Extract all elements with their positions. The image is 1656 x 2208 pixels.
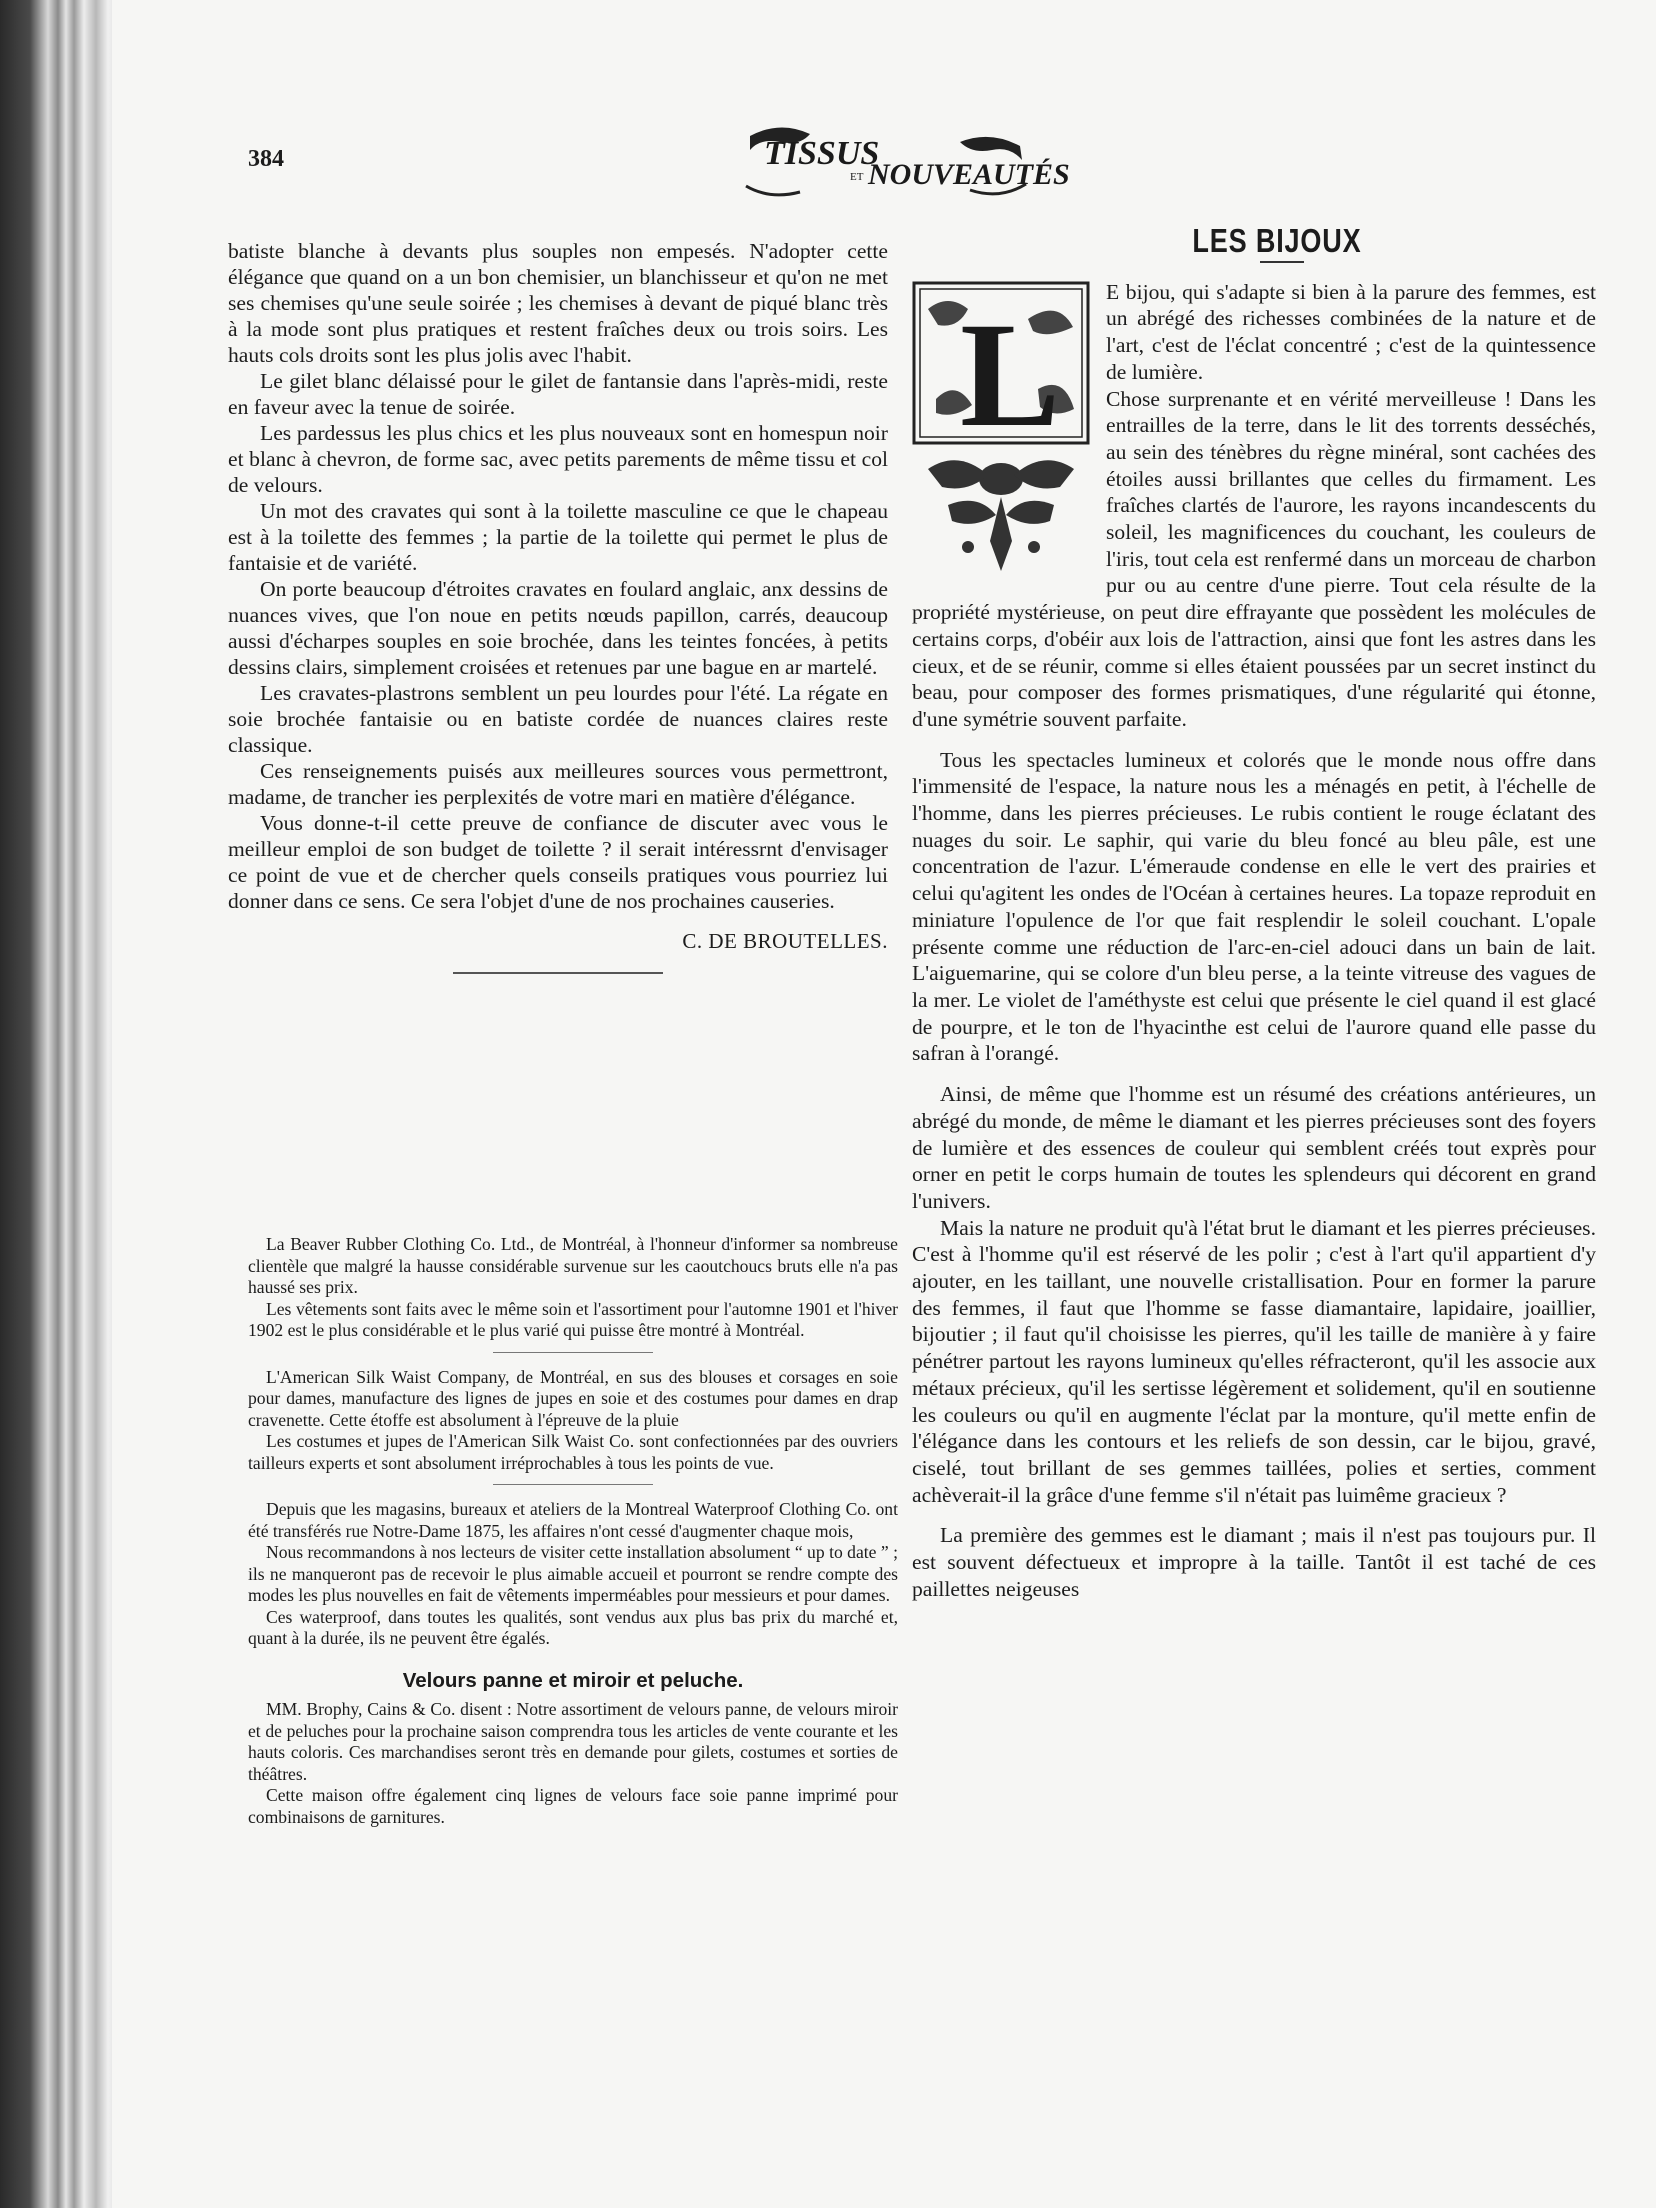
notice-paragraph: Nous recommandons à nos lecteurs de visiter cette installation absolument “ up to date ” ; ils ne manqueront pas de recevoir le plus aimable accueil et pourront se rendre compte des modes les plus nouvelles en fait de vêtements imperméables pour messieurs et pour dames. xyxy=(248,1542,898,1605)
notice-paragraph: Cette maison offre également cinq lignes de velours face soie panne imprimé pour combinaisons de garnitures. xyxy=(248,1785,898,1827)
svg-text:NOUVEAUTÉS: NOUVEAUTÉS xyxy=(868,158,1070,191)
paragraph: Le gilet blanc délaissé pour le gilet de fantansie dans l'après-midi, reste en faveur avec la tenue de soirée. xyxy=(228,369,888,419)
article-title: LES BIJOUX xyxy=(1192,222,1362,259)
notice-waterproof xyxy=(248,1499,898,1650)
masthead-logo-art xyxy=(740,116,1070,202)
notice-title-velours: Velours panne et miroir et peluche. xyxy=(402,1668,744,1692)
author-signature: C. DE BROUTELLES. xyxy=(682,929,888,953)
notice-paragraph: MM. Brophy, Cains & Co. disent : Notre assortiment de velours panne, de velours miroir et de peluches pour la prochaine saison comprendra tous les articles de vente courante et les hauts coloris. Ces marchandises seront très en demande pour gilets, costumes et sorties de théâtres. xyxy=(248,1699,898,1784)
notice-american-silk xyxy=(248,1367,898,1475)
page-number: 384 xyxy=(248,146,284,172)
paragraph: Ainsi, de même que l'homme est un résumé des créations antérieures, un abrégé du monde, de même le diamant et les pierres précieuses sont des foyers de lumière et des essences de couleur qui semblent créés tout exprès pour orner en petit le corps humain de toutes les splendeurs qui décorent en grand l'univers. xyxy=(912,1082,1596,1213)
paragraph: Un mot des cravates qui sont à la toilette masculine ce que le chapeau est à la toilette des femmes ; la partie de la toilette qui permet le plus de fantaisie et de variété. xyxy=(228,499,888,575)
title-underline xyxy=(1260,261,1304,263)
ornamental-dropcap xyxy=(908,279,1094,579)
paragraph: Les cravates-plastrons semblent un peu lourdes pour l'été. La régate en soie brochée fantaisie ou en batiste cordée de nuances claires reste classique. xyxy=(228,681,888,757)
paragraph-opening: E bijou, qui s'adapte si bien à la parure des femmes, est un abrégé des richesses combinées de la nature et de l'art, c'est de l'éclat concentré ; c'est de la quintessence de lumière. xyxy=(1106,279,1596,384)
notices-section xyxy=(248,1234,898,1836)
notice-paragraph: Ces waterproof, dans toutes les qualités, sont vendus aux plus bas prix du marché et, quant à la durée, ils ne peuvent être égalés. xyxy=(248,1606,898,1648)
paragraph: Les pardessus les plus chics et les plus nouveaux sont en homespun noir et blanc à chevron, de forme sac, avec petits parements de même tissu et col de velours. xyxy=(228,421,888,497)
divider xyxy=(493,1352,653,1353)
svg-text:TISSUS: TISSUS xyxy=(764,135,880,172)
dropcap-ornament-icon xyxy=(908,279,1094,579)
paragraph: Chose surprenante et en vérité merveilleuse ! Dans les entrailles de la terre, dans le lit des torrents desséchés, au sein des ténèbres du règne minéral, sont cachées des étoiles aussi brillantes que celles du firmament. Les fraîches clartés de l'aurore, les rayons incandescents du soleil, les magnificences du couchant, les couleurs de l'iris, tout cela est renfermé dans un morceau de charbon pur ou au centre d'une pierre. Tout cela résulte de la propriété mystérieuse, on peut dire effrayante que possèdent les molécules de certains corps, d'obéir aux lois de l'attraction, ainsi que font les astres dans les cieux, et de se réunir, comme si elles étaient poussées par un secret instinct du beau, pour composer des formes prismatiques, d'une régularité qui étonne, d'une symétrie souvent parfaite. xyxy=(912,386,1596,731)
notice-paragraph: La Beaver Rubber Clothing Co. Ltd., de Montréal, à l'honneur d'informer sa nombreuse clientèle que malgré la hausse considérable survenue sur les caoutchoucs bruts elle n'a pas haussé ses prix. xyxy=(248,1234,898,1297)
divider xyxy=(453,972,663,974)
notice-velours xyxy=(248,1699,898,1828)
paragraph: Ces renseignements puisés aux meilleures sources vous permettront, madame, de trancher ies perplexités de votre mari en matière d'élégance. xyxy=(228,759,888,809)
paragraph: Vous donne-t-il cette preuve de confiance de discuter avec vous le meilleur emploi de son budget de toilette ? il serait intéressrnt d'envisager ce point de vue et de chercher quels conseils pratiques vous pourriez lui donner dans ce sens. Ce sera l'objet d'une de nos prochaines causeries. xyxy=(228,811,888,913)
notice-paragraph: Depuis que les magasins, bureaux et ateliers de la Montreal Waterproof Clothing Co. ont été transférés rue Notre-Dame 1875, les affaires n'ont cessé d'augmenter chaque mois, xyxy=(248,1499,898,1541)
notice-paragraph: Les costumes et jupes de l'American Silk Waist Co. sont confectionnées par des ouvriers tailleurs experts et sont absolument irréprochables à tous les points de vue. xyxy=(248,1431,898,1473)
dropcap-letter: L xyxy=(960,291,1061,458)
paragraph: La première des gemmes est le diamant ; mais il n'est pas toujours pur. Il est souvent défectueux et impropre à la taille. Tantôt il est taché de ces paillettes neigeuses xyxy=(912,1523,1596,1601)
notice-paragraph: L'American Silk Waist Company, de Montréal, en sus des blouses et corsages en soie pour dames, manufacture des lignes de jupes en soie et des costumes pour dames en drap cravenette. Cette étoffe est absolument à l'épreuve de la pluie xyxy=(248,1366,898,1430)
notice-paragraph: Les vêtements sont faits avec le même soin et l'assortiment pour l'automne 1901 et l'hiver 1902 est le plus considérable et le plus varié qui puisse être montré à Montréal. xyxy=(248,1298,898,1340)
paragraph: Tous les spectacles lumineux et colorés que le monde nous offre dans l'immensité de l'espace, la nature nous les a ménagés en petit, à l'échelle de l'homme, dans les pierres précieuses. Le rubis contient le rouge éclatant des nuages du soir. Le saphir, qui varie du bleu foncé au bleu pâle, est une concentration de l'azur. L'émeraude condense en elle le vert des prairies et celui qu'agitent les ondes de l'Océan à certaines heures. La topaze reproduit en miniature l'opulence de l'or que fait resplendir le soleil couchant. L'opale présente comme une réduction de l'arc-en-ciel adouci dans un bain de lait. L'aiguemarine, qui se colore d'un bleu perse, a la teinte vitreuse des vagues de la mer. Le violet de l'améthyste est celui que présente le ciel quand il est glacé de pourpre, et le ton de l'hyacinthe est celui de l'aurore quand elle passe du safran à l'orangé. xyxy=(912,747,1596,1066)
paragraph: batiste blanche à devants plus souples non empesés. N'adopter cette élégance que quand on a un bon chemisier, un blanchisseur et qu'on ne met ses chemises qu'une seule soirée ; les chemises à devant de piqué blanc très à la mode sont plus pratiques et restent fraîches deux ou trois soirs. Les hauts cols droits sont les plus jolis avec l'habit. xyxy=(228,239,888,367)
masthead-logo xyxy=(740,116,1070,202)
svg-text:ET: ET xyxy=(850,171,864,183)
right-column-article xyxy=(912,222,1596,1602)
left-column-article xyxy=(228,238,888,992)
book-page-edges xyxy=(0,0,120,2208)
notice-beaver xyxy=(248,1234,898,1342)
paragraph: Mais la nature ne produit qu'à l'état brut le diamant et les pierres précieuses. C'est à l'homme qu'il est réservé de les polir ; c'est à l'art qu'il appartient d'y ajouter, en les taillant, une nouvelle cristallisation. Pour en former la parure des femmes, il faut que l'homme se fasse diamantaire, lapidaire, joaillier, bijoutier ; il faut qu'il choisisse les pierres, qu'il les taille de manière à y faire pénétrer partout les rayons lumineux qu'elles réfracteront, qu'il les associe aux métaux précieux, qu'il les sertisse légèrement et solidement, qu'il en soutienne les couleurs ou qu'il en augmente l'éclat par la monture, qu'il mette enfin de l'élégance dans les contours et les reliefs de son dessin, car le bijou, gravé, ciselé, tout brillant de ses gemmes taillées, polies et serties, comment achèverait-il la grâce d'une femme s'il n'était pas luimême gracieux ? xyxy=(912,1215,1596,1507)
paragraph: On porte beaucoup d'étroites cravates en foulard anglaic, anx dessins de nuances vives, que l'on noue en petits nœuds papillon, carrés, deaucoup aussi d'écharpes souples en soie brochée, dans les teintes foncées, à petits dessins clairs, simplement croisées et retenues par une bague en ar martelé. xyxy=(228,577,888,679)
divider xyxy=(493,1484,653,1485)
